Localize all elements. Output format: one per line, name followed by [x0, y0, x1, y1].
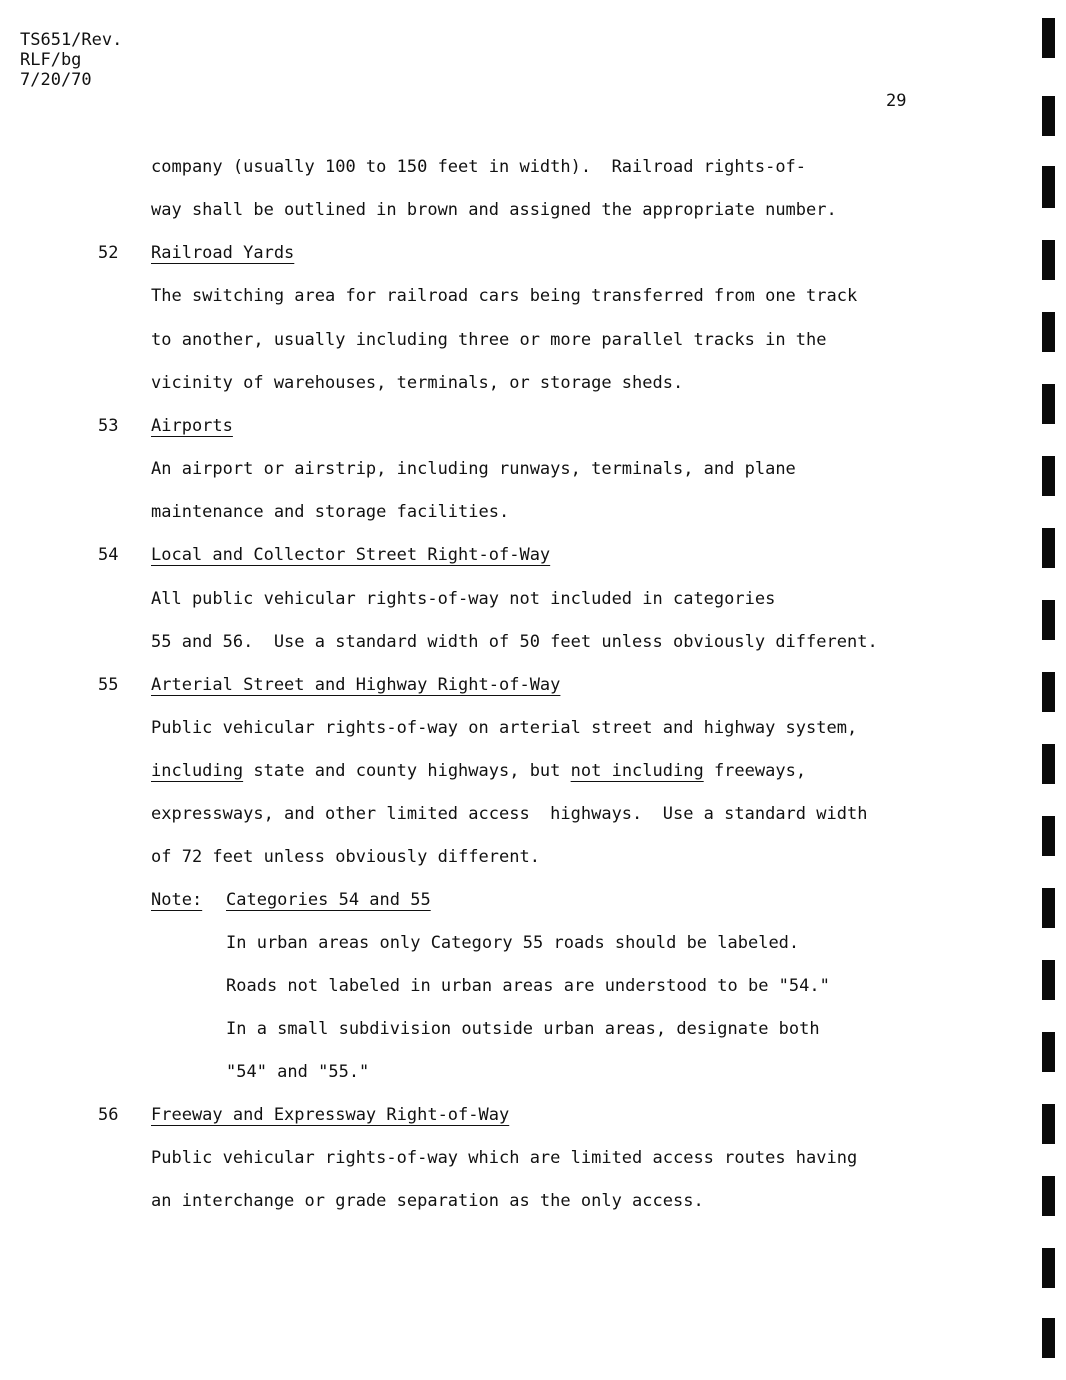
section-52-line-2: to another, usually including three or more parallel tracks in the — [151, 330, 827, 350]
section-55-line-2-mid: state and county highways, but — [243, 761, 571, 781]
page-number: 29 — [886, 91, 907, 111]
section-56-line-2: an interchange or grade separation as the only access. — [151, 1191, 704, 1211]
margin-mark — [1042, 240, 1055, 280]
margin-mark — [1042, 312, 1055, 352]
intro-line-1: company (usually 100 to 150 feet in width). Railroad rights-of- — [151, 157, 807, 177]
note-line-2: Roads not labeled in urban areas are understood to be "54." — [226, 976, 830, 996]
note-label: Note: — [151, 890, 203, 910]
note-title: Categories 54 and 55 — [226, 890, 431, 910]
note-line-1: In urban areas only Category 55 roads should be labeled. — [226, 933, 800, 953]
section-53-line-1: An airport or airstrip, including runways, terminals, and plane — [151, 459, 796, 479]
section-55-line-3: expressways, and other limited access highways. Use a standard width — [151, 804, 868, 824]
section-55-line-2 — [151, 761, 806, 781]
margin-mark — [1042, 744, 1055, 784]
section-54-title: Local and Collector Street Right-of-Way — [151, 545, 551, 565]
margin-mark — [1042, 888, 1055, 928]
section-56-title: Freeway and Expressway Right-of-Way — [151, 1105, 510, 1125]
section-54-line-1: All public vehicular rights-of-way not included in categories — [151, 589, 776, 609]
margin-mark — [1042, 1032, 1055, 1072]
margin-mark — [1042, 1176, 1055, 1216]
header-line-1: TS651/Rev. — [20, 30, 123, 50]
header-line-3: 7/20/70 — [20, 70, 92, 90]
section-54-line-2: 55 and 56. Use a standard width of 50 feet unless obviously different. — [151, 632, 878, 652]
section-55-number: 55 — [98, 675, 119, 695]
margin-mark — [1042, 1104, 1055, 1144]
section-55-line-1: Public vehicular rights-of-way on arterial street and highway system, — [151, 718, 858, 738]
section-55-line-4: of 72 feet unless obviously different. — [151, 847, 540, 867]
margin-mark — [1042, 456, 1055, 496]
section-55-title: Arterial Street and Highway Right-of-Way — [151, 675, 561, 695]
section-52-line-1: The switching area for railroad cars being transferred from one track — [151, 286, 858, 306]
margin-mark — [1042, 96, 1055, 136]
margin-mark — [1042, 384, 1055, 424]
section-55-line-2-end: freeways, — [703, 761, 807, 781]
intro-line-2: way shall be outlined in brown and assigned the appropriate number. — [151, 200, 837, 220]
section-56-number: 56 — [98, 1105, 119, 1125]
section-53-line-2: maintenance and storage facilities. — [151, 502, 510, 522]
header-line-2: RLF/bg — [20, 50, 82, 70]
margin-mark — [1042, 1248, 1055, 1288]
section-54-number: 54 — [98, 545, 119, 565]
margin-mark — [1042, 600, 1055, 640]
margin-mark — [1042, 18, 1055, 58]
section-53-title: Airports — [151, 416, 233, 436]
section-56-line-1: Public vehicular rights-of-way which are limited access routes having — [151, 1148, 858, 1168]
note-line-4: "54" and "55." — [226, 1062, 370, 1082]
margin-mark — [1042, 1318, 1055, 1358]
margin-mark — [1042, 166, 1055, 208]
margin-mark — [1042, 528, 1055, 568]
section-52-number: 52 — [98, 243, 119, 263]
section-52-title: Railroad Yards — [151, 243, 295, 263]
margin-mark — [1042, 816, 1055, 856]
margin-mark — [1042, 960, 1055, 1000]
margin-mark — [1042, 672, 1055, 712]
note-line-3: In a small subdivision outside urban areas, designate both — [226, 1019, 820, 1039]
section-52-line-3: vicinity of warehouses, terminals, or storage sheds. — [151, 373, 684, 393]
not-including-emphasis: not including — [570, 761, 704, 781]
section-53-number: 53 — [98, 416, 119, 436]
including-emphasis: including — [151, 761, 244, 781]
